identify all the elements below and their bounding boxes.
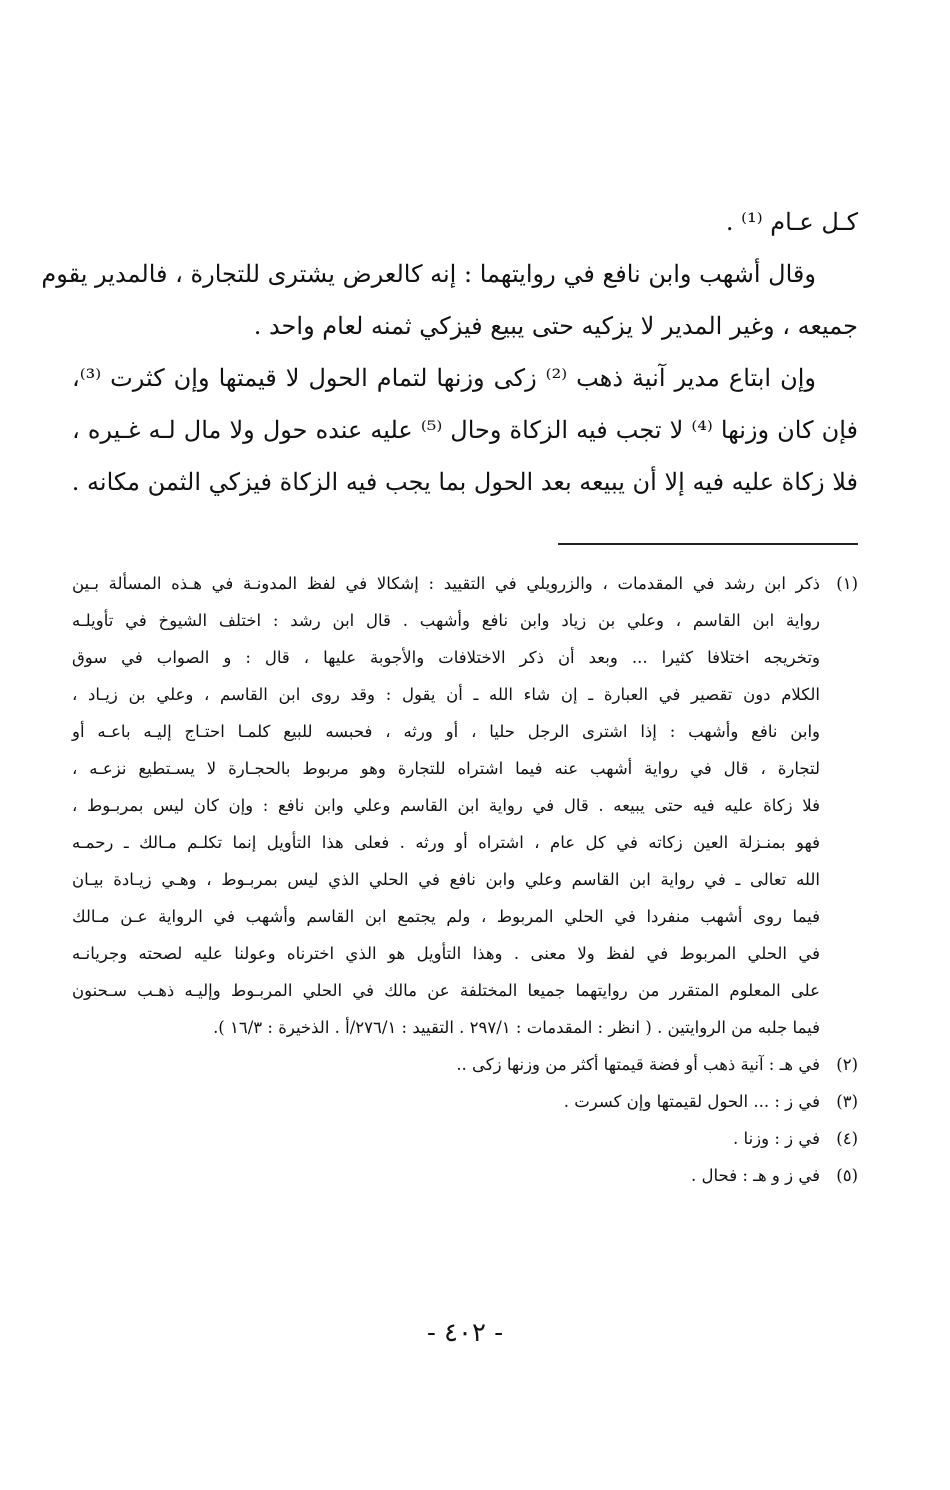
main-text [41,196,859,508]
footnote-divider [558,543,858,545]
footnote-3 [72,1083,858,1120]
page-number: - ٤٠٢ - [426,1318,504,1348]
footnote-1-line: رواية ابن القاسم ، وعلي بن زياد وابن نافع وأشهب . قال ابن رشد : اختلف الشيوخ في تأويلـه [72,611,820,630]
main-text-line: وإن ابتاع مدير آنية ذهب ⁽²⁾ زكى وزنها لتمام الحول لا قيمتها وإن كثرت ⁽³⁾، [72,364,816,392]
footnote-number: (٤) [836,1129,858,1148]
main-text-line: فلا زكاة عليه فيه إلا أن يبيعه بعد الحول بما يجب فيه الزكاة فيزكي الثمن مكانه . [71,468,858,496]
footnote-1-line: لتجارة ، قال في رواية أشهب عنه فيما اشتراه للتجارة وهو مربوط بالحجـارة لا يسـتطيع نزعـه ، [72,759,820,778]
footnote-1-line [72,565,858,602]
footnote-1-line: فلا زكاة عليه فيه حتى يبيعه . قال في رواية ابن القاسم وعلي وابن نافع : وإن كان ليس بمربـوط ، [72,796,820,815]
footnote-text: في ز : وزنا . [733,1129,820,1148]
main-text-line: جميعه ، وغير المدير لا يزكيه حتى يبيع فيزكي ثمنه لعام واحد . [253,312,858,340]
footnote-number: (١) [836,574,858,593]
document-page [41,0,859,1490]
main-text-line: كـل عـام ⁽¹⁾ . [725,208,858,236]
footnote-number: (٥) [836,1166,858,1185]
footnote-1-line: وابن نافع وأشهب : إذا اشترى الرجل حليا ، أو ورثه ، فحبسه للبيع كلمـا احتـاج إليـه باعـه أو [72,722,820,741]
footnote-text: ذكر ابن رشد في المقدمات ، والزرويلي في التقييد : إشكالا في لفظ المدونـة في هـذه المسألة بـين [72,574,820,593]
footnote-1-line: فهو بمنـزلة العين زكاته في كل عام ، اشتراه أو ورثه . فعلى هذا التأويل إنما تكلـم مـالك ـ رحمـه [72,833,820,852]
footnote-text: في ز و هـ : فحال . [691,1166,820,1185]
footnote-text: في ز : ... الحول لقيمتها وإن كسرت . [563,1092,820,1111]
footnote-text: في هـ : آنية ذهب أو فضة قيمتها أكثر من وزنها زكى .. [456,1055,820,1074]
footnotes [72,565,858,1194]
main-text-line: فإن كان وزنها ⁽⁴⁾ لا تجب فيه الزكاة وحال ⁽⁵⁾ عليه عنده حول ولا مال لـه غـيره ، [72,416,859,444]
main-text-line: وقال أشهب وابن نافع في روايتهما : إنه كالعرض يشترى للتجارة ، فالمدير يقوم [41,260,816,288]
footnote-number: (٣) [836,1092,858,1111]
footnote-2 [72,1046,858,1083]
footnote-1-line: في الحلي المربوط في لفظ ولا معنى . وهذا التأويل هو الذي اخترناه وعولنا عليه لصحته وجريانـه [72,944,820,963]
footnote-1-line: فيما روى أشهب منفردا في الحلي المربوط ، ولم يجتمع ابن القاسم وأشهب في الرواية عـن مـالك [72,907,820,926]
footnote-1-line: فيما جلبه من الروايتين . ( انظر : المقدمات : ٢٩٧/١ . التقييد : ٢٧٦/١/أ . الذخيرة : ١٦/٣ ). [213,1018,820,1037]
footnote-1-line: الكلام دون تقصير في العبارة ـ إن شاء الله ـ أن يقول : وقد روى ابن القاسم ، وعلي بن زيـاد ، [72,685,820,704]
footnote-4 [72,1120,858,1157]
footnote-1-line: على المعلوم المتقرر من روايتهما جميعا المختلفة عن مالك في الحلي المربـوط وإليـه ذهـب سـحنون [72,981,820,1000]
footnote-number: (٢) [836,1055,858,1074]
footnote-1-line: الله تعالى ـ في رواية ابن القاسم وعلي وابن نافع في الحلي الذي ليس بمربـوط ، وهـي زيـادة بيـان [72,870,820,889]
footnote-5 [72,1157,858,1194]
footnote-1-line: وتخريجه اختلافا كثيرا ... وبعد أن ذكر الاختلافات والأجوبة عليها ، قال : و الصواب في سوق [72,648,820,667]
